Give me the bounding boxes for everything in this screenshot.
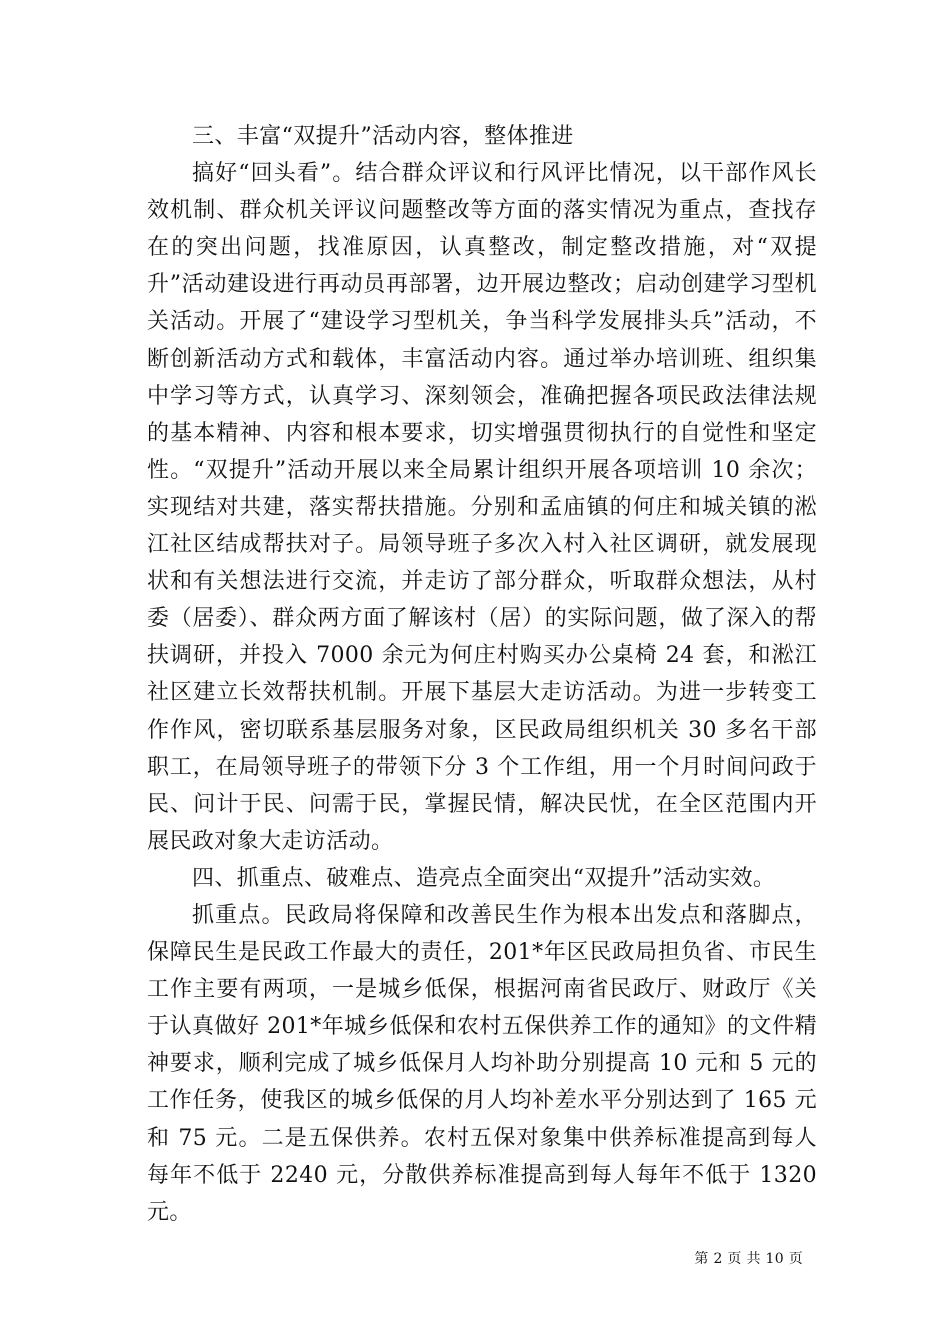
body-paragraph: 抓重点。民政局将保障和改善民生作为根本出发点和落脚点，保障民生是民政工作最大的责任，201*年区民政局担负省、市民生工作主要有两项，一是城乡低保，根据河南省民政厅、财政厅《关于认真做好 201*年城乡低保和农村五保供养工作的通知》的文件精神要求，顺利完成了城乡低保月人均补助分别提高 10 元和 5 元的工作任务，使我区的城乡低保的月人均补差水平分别达到了 165 元和 75 元。二是五保供养。农村五保对象集中供养标准提高到每人每年不低于 2240 元，分散供养标准提高到每人每年不低于 1320 元。	[147, 902, 817, 1225]
section-heading-three: 三、丰富“双提升”活动内容，整体推进	[192, 124, 574, 149]
body-paragraph: 搞好“回头看”。结合群众评议和行风评比情况，以干部作风长效机制、群众机关评议问题整改等方面的落实情况为重点，查找存在的突出问题，找准原因，认真整改，制定整改措施，对“双提升”活动建设进行再动员再部署，边开展边整改；启动创建学习型机关活动。开展了“建设学习型机关，争当科学发展排头兵”活动，不断创新活动方式和载体，丰富活动内容。通过举办培训班、组织集中学习等方式，认真学习、深刻领会，准确把握各项民政法律法规的基本精神、内容和根本要求，切实增强贯彻执行的自觉性和坚定性。“双提升”活动开展以来全局累计组织开展各项培训 10 余次；实现结对共建，落实帮扶措施。分别和孟庙镇的何庄和城关镇的淞江社区结成帮扶对子。局领导班子多次入村入社区调研，就发展现状和有关想法进行交流，并走访了部分群众，听取群众想法，从村委（居委）、群众两方面了解该村（居）的实际问题，做了深入的帮扶调研，并投入 7000 余元为何庄村购买办公桌椅 24 套，和淞江社区建立长效帮扶机制。开展下基层大走访活动。为进一步转变工作作风，密切联系基层服务对象，区民政局组织机关 30 多名干部职工，在局领导班子的带领下分 3 个工作组，用一个月时间问政于民、问计于民、问需于民，掌握民情，解决民忧，在全区范围内开展民政对象大走访活动。	[147, 161, 817, 854]
page-number-footer: 第 2 页 共 10 页	[694, 1251, 803, 1267]
document-body	[147, 118, 817, 1231]
section-heading-four: 四、抓重点、破难点、造亮点全面突出“双提升”活动实效。	[192, 865, 776, 891]
